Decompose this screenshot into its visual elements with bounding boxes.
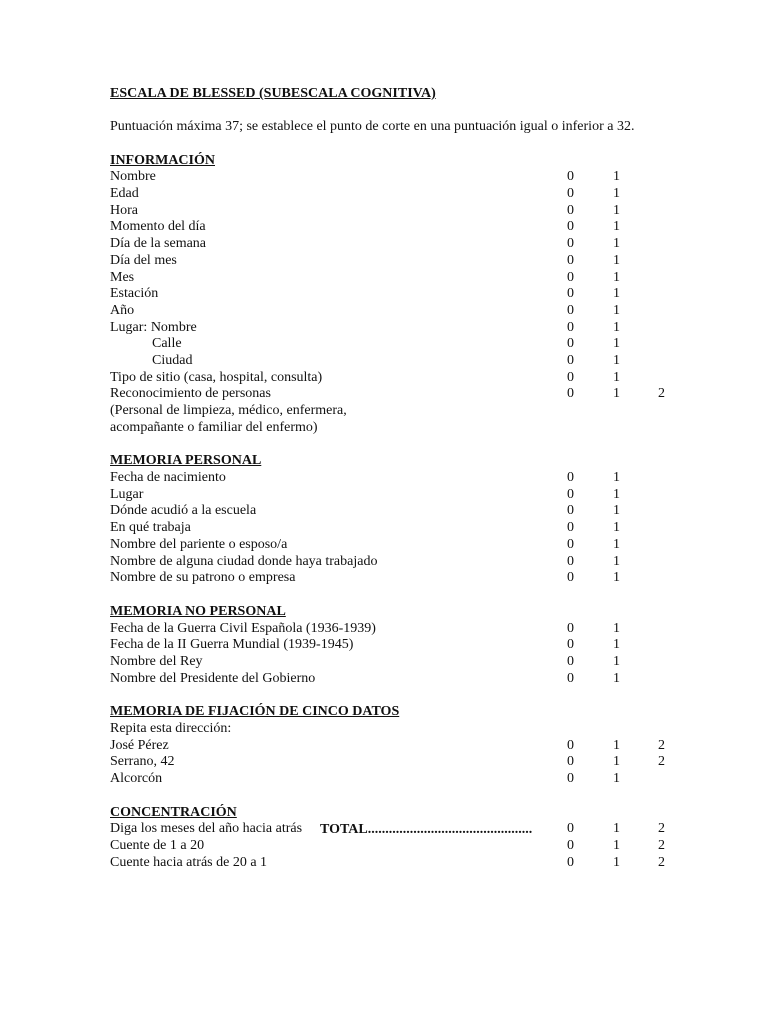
item-label: Edad (110, 186, 139, 202)
score-option: 1 (613, 553, 620, 569)
item-label: Fecha de la Guerra Civil Española (1936-1939) (110, 620, 376, 636)
score-option: 1 (613, 771, 620, 787)
score-option: 0 (567, 821, 574, 837)
score-option: 0 (567, 503, 574, 519)
item-row (110, 203, 690, 220)
score-option: 0 (567, 169, 574, 185)
item-row (110, 738, 690, 755)
item-label: Nombre de su patrono o empresa (110, 570, 296, 586)
score-option: 2 (658, 754, 665, 770)
score-option: 0 (567, 286, 574, 302)
item-label: Nombre del pariente o esposo/a (110, 536, 288, 552)
item-row (110, 838, 690, 855)
score-option: 1 (613, 821, 620, 837)
score-option: 0 (567, 620, 574, 636)
section (110, 453, 690, 587)
score-option: 1 (613, 536, 620, 552)
document-page (110, 86, 690, 872)
item-label: Estación (110, 286, 159, 302)
score-option: 1 (613, 637, 620, 653)
score-option: 0 (567, 386, 574, 402)
item-row (110, 637, 690, 654)
score-option: 0 (567, 236, 574, 252)
score-option: 1 (613, 386, 620, 402)
score-option: 1 (613, 570, 620, 586)
item-label: Nombre del Presidente del Gobierno (110, 670, 316, 686)
section (110, 604, 690, 687)
item-label: Cuente de 1 a 20 (110, 838, 205, 854)
item-label: José Pérez (110, 737, 169, 753)
section-title: MEMORIA DE FIJACIÓN DE CINCO DATOS (110, 704, 400, 720)
score-option: 0 (567, 202, 574, 218)
score-option: 0 (567, 319, 574, 335)
score-option: 1 (613, 252, 620, 268)
score-option: 0 (567, 653, 574, 669)
section-lead-text: Repita esta dirección: (110, 721, 232, 737)
page-title: ESCALA DE BLESSED (SUBESCALA COGNITIVA) (110, 86, 436, 101)
item-row (110, 503, 690, 520)
score-option: 0 (567, 486, 574, 502)
score-option: 0 (567, 637, 574, 653)
item-note: acompañante o familiar del enfermo) (110, 419, 318, 435)
section-title: MEMORIA PERSONAL (110, 453, 262, 469)
sections-container (110, 153, 690, 872)
item-note: (Personal de limpieza, médico, enfermera, (110, 403, 347, 419)
item-label: Alcorcón (110, 771, 163, 787)
score-option: 1 (613, 470, 620, 486)
score-option: 2 (658, 854, 665, 870)
item-row (110, 386, 690, 403)
score-option: 2 (658, 838, 665, 854)
item-label: Nombre del Rey (110, 653, 203, 669)
score-option: 1 (613, 219, 620, 235)
item-row (110, 671, 690, 688)
score-option: 1 (613, 838, 620, 854)
score-option: 0 (567, 252, 574, 268)
intro-paragraph: Puntuación máxima 37; se establece el punto de corte en una puntuación igual o inferior a 32. (110, 119, 635, 134)
item-row (110, 771, 690, 788)
score-option: 0 (567, 536, 574, 552)
item-label: Mes (110, 269, 135, 285)
item-label: Fecha de la II Guerra Mundial (1939-1945) (110, 637, 354, 653)
item-row (110, 520, 690, 537)
score-option: 1 (613, 186, 620, 202)
score-option: 0 (567, 269, 574, 285)
item-label: Ciudad (152, 352, 193, 368)
item-label: Reconocimiento de personas (110, 386, 271, 402)
score-option: 1 (613, 169, 620, 185)
item-label: Hora (110, 202, 138, 218)
score-option: 1 (613, 336, 620, 352)
score-option: 0 (567, 520, 574, 536)
item-label: Cuente hacia atrás de 20 a 1 (110, 854, 268, 870)
section-title: MEMORIA NO PERSONAL (110, 603, 286, 619)
section-title: INFORMACIÓN (110, 152, 215, 168)
score-option: 2 (658, 386, 665, 402)
score-option: 0 (567, 186, 574, 202)
item-label: En qué trabaja (110, 520, 191, 536)
item-row (110, 336, 690, 353)
score-option: 1 (613, 286, 620, 302)
score-option: 0 (567, 670, 574, 686)
score-option: 0 (567, 570, 574, 586)
item-label: Dónde acudió a la escuela (110, 503, 257, 519)
score-option: 0 (567, 219, 574, 235)
score-option: 1 (613, 620, 620, 636)
item-row (110, 320, 690, 337)
score-option: 1 (613, 269, 620, 285)
score-option: 1 (613, 737, 620, 753)
score-option: 1 (613, 369, 620, 385)
item-label: Diga los meses del año hacia atrás (110, 821, 303, 837)
score-option: 0 (567, 754, 574, 770)
item-label: Momento del día (110, 219, 206, 235)
score-option: 1 (613, 653, 620, 669)
item-row (110, 236, 690, 253)
item-row (110, 470, 690, 487)
item-row (110, 286, 690, 303)
score-option: 0 (567, 854, 574, 870)
item-label: Fecha de nacimiento (110, 470, 226, 486)
item-row (110, 370, 690, 387)
item-label: Nombre de alguna ciudad donde haya trabajado (110, 553, 378, 569)
score-option: 0 (567, 771, 574, 787)
item-label: Año (110, 302, 135, 318)
item-label: Día de la semana (110, 236, 207, 252)
item-row (110, 855, 690, 872)
score-option: 1 (613, 202, 620, 218)
section-title: CONCENTRACIÓN (110, 804, 237, 820)
item-label: Serrano, 42 (110, 754, 175, 770)
item-label: Nombre (110, 169, 156, 185)
score-option: 1 (613, 520, 620, 536)
score-option: 1 (613, 236, 620, 252)
item-label: Lugar: Nombre (110, 319, 197, 335)
item-row (110, 654, 690, 671)
section (110, 704, 690, 787)
score-option: 0 (567, 352, 574, 368)
item-row (110, 537, 690, 554)
item-row (110, 487, 690, 504)
score-option: 0 (567, 336, 574, 352)
score-option: 1 (613, 352, 620, 368)
score-option: 0 (567, 838, 574, 854)
item-row (110, 570, 690, 587)
score-option: 0 (567, 470, 574, 486)
item-row (110, 754, 690, 771)
item-row (110, 169, 690, 186)
item-label: Calle (152, 336, 182, 352)
score-option: 1 (613, 503, 620, 519)
score-option: 1 (613, 854, 620, 870)
item-row (110, 253, 690, 270)
item-row (110, 219, 690, 236)
item-row (110, 186, 690, 203)
item-row (110, 554, 690, 571)
score-option: 2 (658, 821, 665, 837)
item-label: Tipo de sitio (casa, hospital, consulta) (110, 369, 323, 385)
score-option: 1 (613, 486, 620, 502)
item-row (110, 270, 690, 287)
score-option: 0 (567, 737, 574, 753)
total-line: TOTAL............................................... (320, 822, 533, 837)
score-option: 0 (567, 553, 574, 569)
section (110, 153, 690, 437)
item-row (110, 353, 690, 370)
item-row (110, 621, 690, 638)
score-option: 1 (613, 302, 620, 318)
score-option: 0 (567, 369, 574, 385)
item-row (110, 303, 690, 320)
score-option: 0 (567, 302, 574, 318)
item-label: Lugar (110, 486, 144, 502)
score-option: 2 (658, 737, 665, 753)
score-option: 1 (613, 754, 620, 770)
score-option: 1 (613, 319, 620, 335)
score-option: 1 (613, 670, 620, 686)
item-label: Día del mes (110, 252, 177, 268)
